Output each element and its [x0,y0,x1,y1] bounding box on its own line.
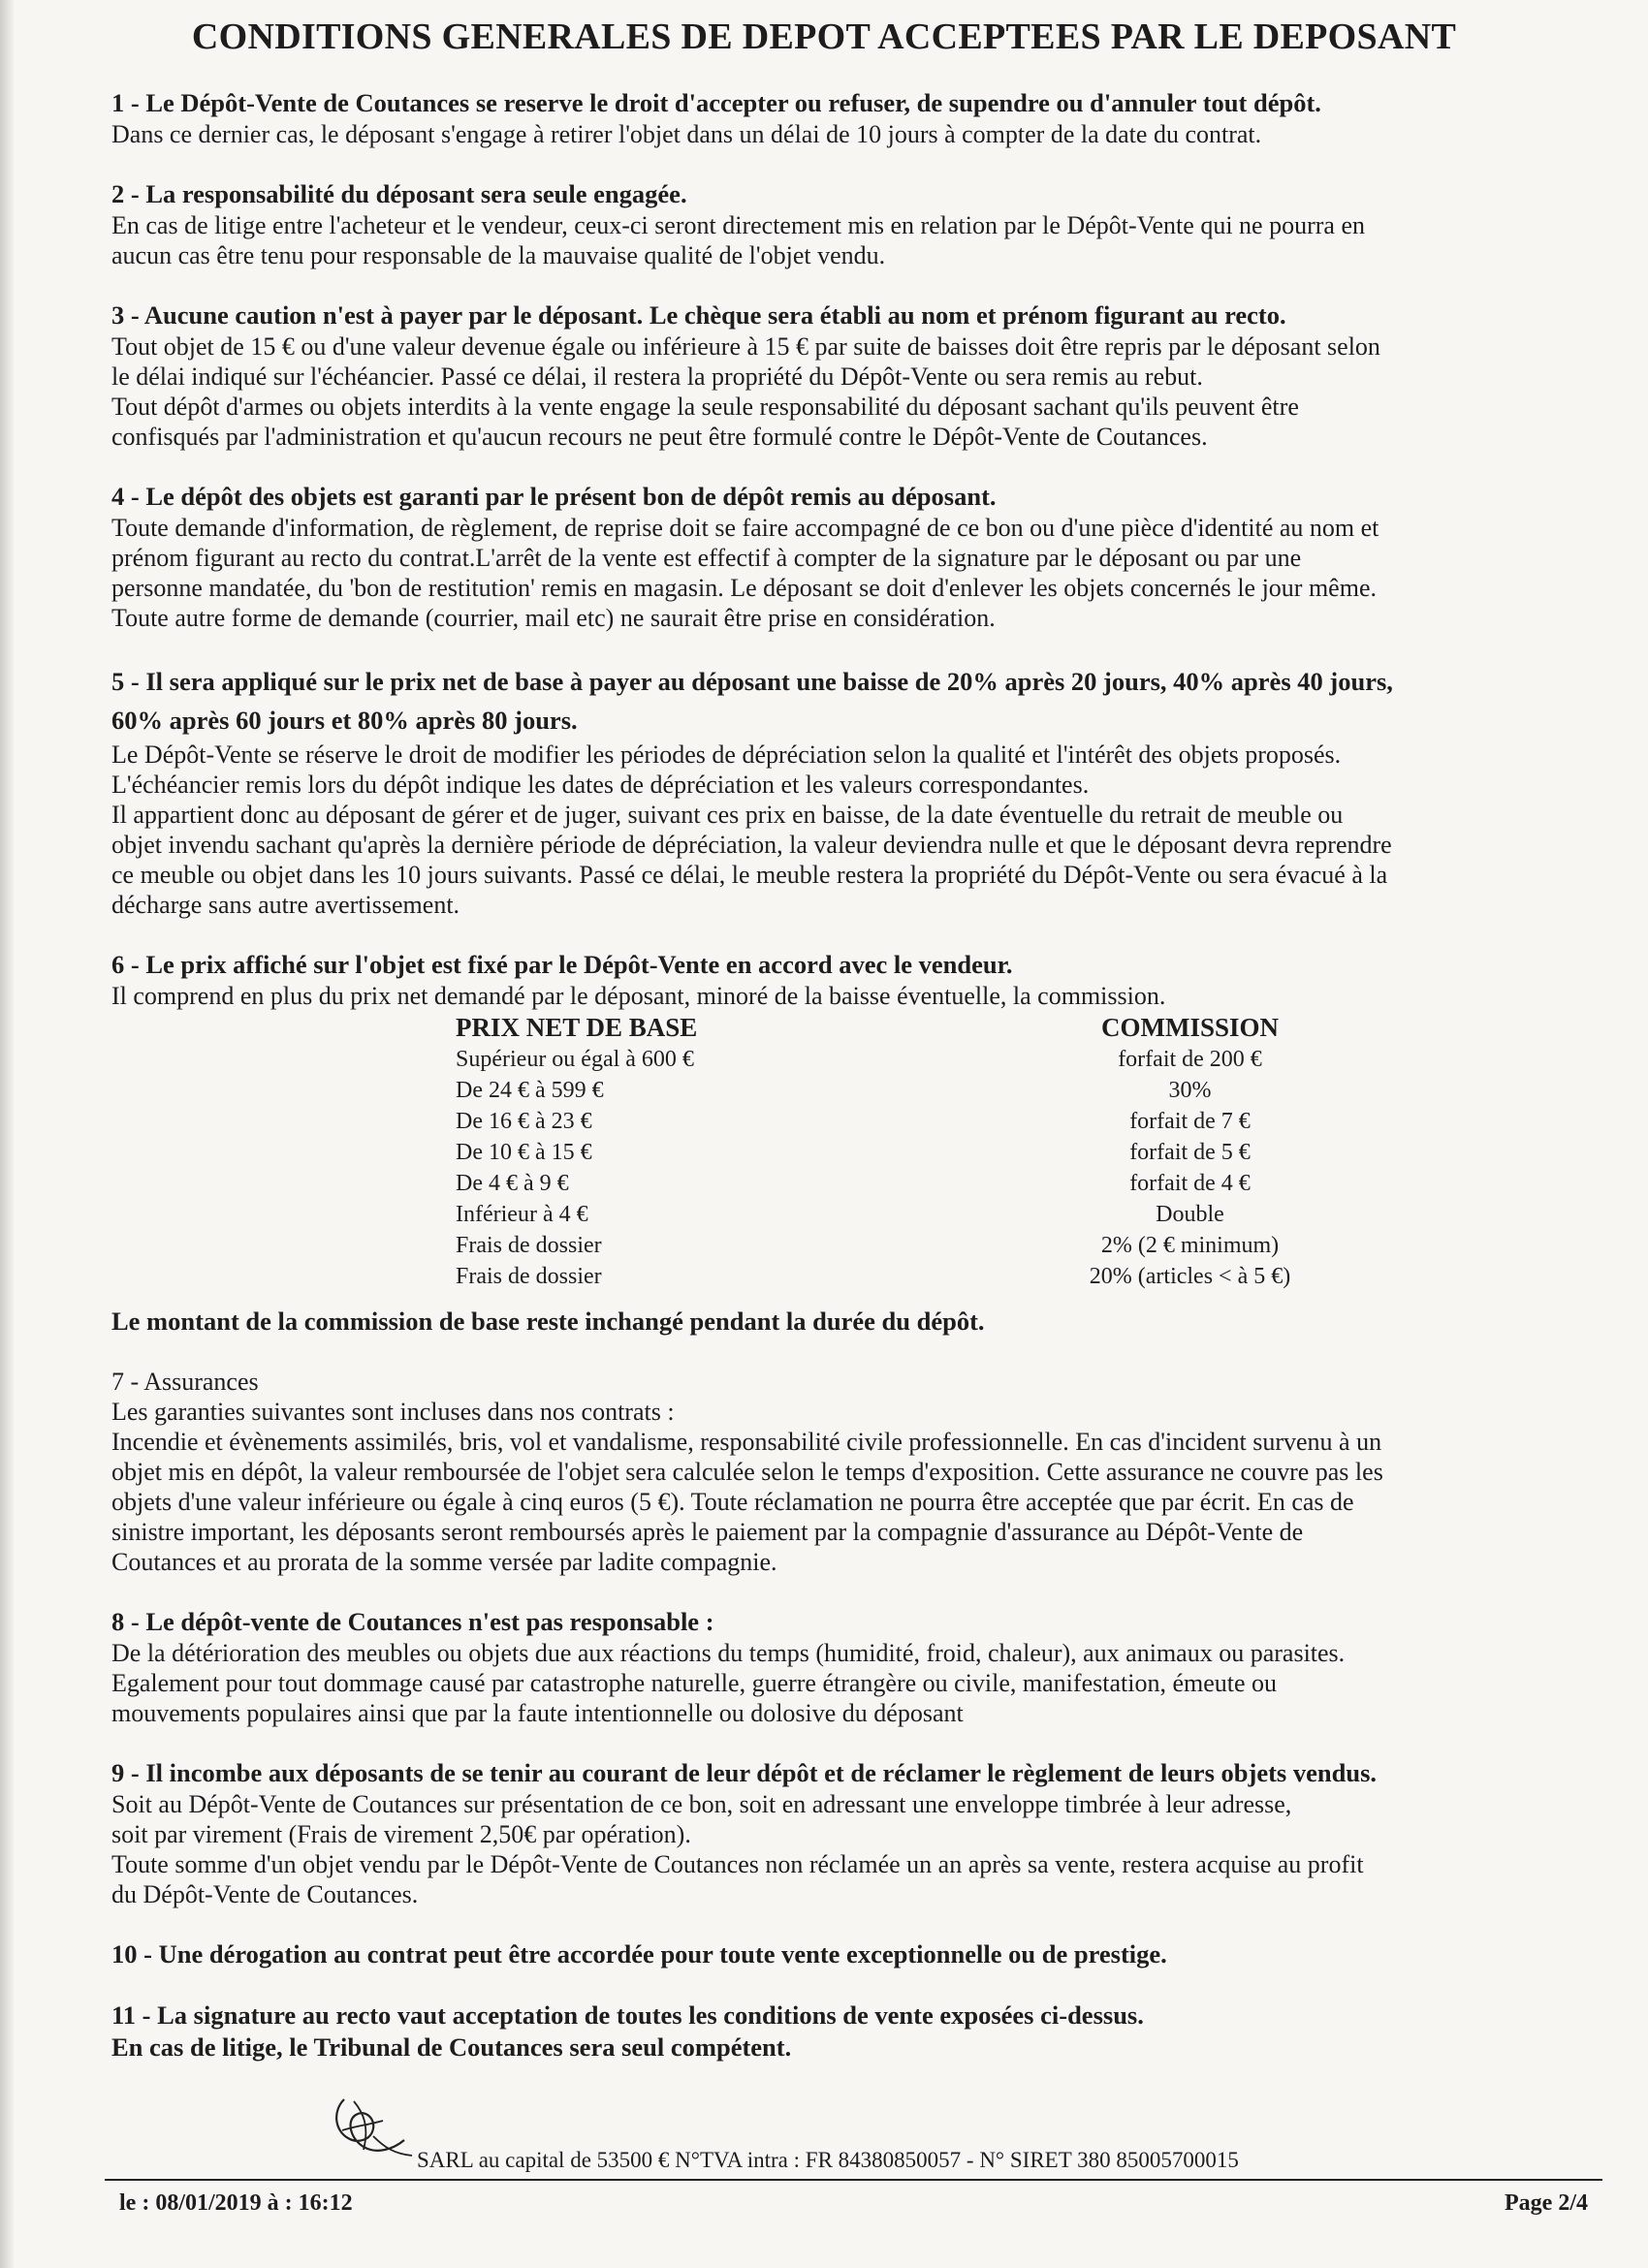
commission-cell: 2% (2 € minimum) [1100,1233,1280,1258]
section-9-heading: 9 - Il incombe aux déposants de se tenir au courant de leur dépôt et de réclamer le règlement de leurs objets vendus. [111,1758,1378,1787]
section-9-line: Soit au Dépôt-Vente de Coutances sur présentation de ce bon, soit en adressant une enveloppe timbrée à leur adresse, [111,1790,1292,1818]
section-3 [111,299,1619,452]
commission-cell: forfait de 4 € [1129,1171,1251,1196]
table-row [456,1106,1381,1137]
section-9-line: Toute somme d'un objet vendu par le Dépôt-Vente de Coutances non réclamée un an après sa vente, restera acquise au profit [111,1850,1364,1878]
commission-cell: forfait de 7 € [1129,1109,1251,1134]
price-range-cell: De 10 € à 15 € [456,1140,592,1165]
section-5 [111,662,1619,920]
section-6-line: Il comprend en plus du prix net demandé par le déposant, minoré de la baisse éventuelle, la commission. [111,982,1166,1010]
commission-cell: 30% [1168,1078,1212,1103]
table-row [456,1075,1381,1106]
table-row [456,1044,1381,1075]
col-prix-net-header: PRIX NET DE BASE [456,1013,698,1042]
section-5-line: ce meuble ou objet dans les 10 jours suivants. Passé ce délai, le meuble restera la propriété du Dépôt-Vente ou sera évacué à la [111,861,1388,889]
price-range-cell: Inférieur à 4 € [456,1202,588,1227]
section-2-line: En cas de litige entre l'acheteur et le vendeur, ceux-ci seront directement mis en relation par le Dépôt-Vente qui ne pourra en [111,211,1365,239]
table-row [456,1168,1381,1199]
commission-note: Le montant de la commission de base reste inchangé pendant la durée du dépôt. [111,1307,985,1336]
section-5-heading: 5 - Il sera appliqué sur le prix net de base à payer au déposant une baisse de 20% après 20 jours, 40% après 40 jours, [111,667,1393,696]
section-9-line: soit par virement (Frais de virement 2,50€ par opération). [111,1820,691,1848]
section-7-line: objets d'une valeur inférieure ou égale à cinq euros (5 €). Toute réclamation ne pourra être acceptée que par écrit. En cas de [111,1488,1354,1516]
section-3-line: Tout dépôt d'armes ou objets interdits à la vente engage la seule responsabilité du déposant sachant qu'ils peuvent être [111,393,1299,421]
commission-cell: Double [1156,1202,1224,1227]
section-6-heading: 6 - Le prix affiché sur l'objet est fixé par le Dépôt-Vente en accord avec le vendeur. [111,950,1013,979]
section-8 [111,1606,1619,1728]
section-5-line: décharge sans autre avertissement. [111,891,460,919]
section-2-heading: 2 - La responsabilité du déposant sera seule engagée. [111,179,687,208]
section-6 [111,949,1619,1338]
price-range-cell: De 16 € à 23 € [456,1109,592,1134]
section-7-line: Coutances et au prorata de la somme versée par ladite compagnie. [111,1548,777,1576]
section-7-line: Incendie et évènements assimilés, bris, vol et vandalisme, responsabilité civile professionnelle. En cas d'incident survenu à un [111,1428,1382,1456]
section-3-line: le délai indiqué sur l'échéancier. Passé ce délai, il restera la propriété du Dépôt-Vente ou sera remis au rebut. [111,362,1203,391]
price-range-cell: Supérieur ou égal à 600 € [456,1047,694,1072]
section-2-line: aucun cas être tenu pour responsable de la mauvaise qualité de l'objet vendu. [111,241,886,269]
section-4-heading: 4 - Le dépôt des objets est garanti par le présent bon de dépôt remis au déposant. [111,482,997,511]
section-1-heading: 1 - Le Dépôt-Vente de Coutances se reserve le droit d'accepter ou refuser, de supendre ou d'annuler tout dépôt. [111,88,1321,117]
price-range-cell: De 24 € à 599 € [456,1078,604,1103]
section-5-line: Il appartient donc au déposant de gérer et de juger, suivant ces prix en baisse, de la date éventuelle du retrait de meuble ou [111,801,1344,829]
table-row [456,1230,1381,1261]
section-7-line: sinistre important, les déposants seront remboursés après le paiement par la compagnie d'assurance au Dépôt-Vente de [111,1518,1304,1546]
section-5-line: Le Dépôt-Vente se réserve le droit de modifier les périodes de dépréciation selon la qualité et l'intérêt des objets proposés. [111,740,1342,769]
section-7-heading: 7 - Assurances [111,1368,259,1396]
section-9-line: du Dépôt-Vente de Coutances. [111,1880,419,1908]
section-8-line: mouvements populaires ainsi que par la faute intentionnelle ou dolosive du déposant [111,1699,964,1727]
section-3-line: Tout objet de 15 € ou d'une valeur devenue égale ou inférieure à 15 € par suite de baisses doit être repris par le déposant selon [111,332,1380,361]
conditions-body [111,87,1619,2093]
section-7-line: Les garanties suivantes sont incluses dans nos contrats : [111,1398,675,1426]
section-4-line: prénom figurant au recto du contrat.L'arrêt de la vente est effectif à compter de la signature par le déposant ou par une [111,544,1302,572]
section-4-line: Toute autre forme de demande (courrier, mail etc) ne saurait être prise en considération. [111,604,996,632]
section-4-line: Toute demande d'information, de règlement, de reprise doit se faire accompagné de ce bon ou d'une pièce d'identité au nom et [111,514,1379,542]
table-row [456,1137,1381,1168]
section-4 [111,481,1619,633]
section-7-line: objet mis en dépôt, la valeur remboursée de l'objet sera calculée selon le temps d'exposition. Cette assurance ne couvre pas les [111,1458,1383,1486]
commission-table-header [456,1011,1381,1044]
section-8-line: De la détérioration des meubles ou objets due aux réactions du temps (humidité, froid, chaleur), aux animaux ou parasites. [111,1639,1346,1667]
section-5-line: L'échéancier remis lors du dépôt indique les dates de dépréciation et les valeurs correspondantes. [111,771,1090,799]
section-4-line: personne mandatée, du 'bon de restitution' remis en magasin. Le déposant se doit d'enlever les objets concernés le jour même. [111,574,1377,602]
table-row [456,1199,1381,1230]
section-7 [111,1367,1619,1577]
section-5-heading: 60% après 60 jours et 80% après 80 jours. [111,706,578,735]
section-8-heading: 8 - Le dépôt-vente de Coutances n'est pas responsable : [111,1607,714,1636]
document-title: CONDITIONS GENERALES DE DEPOT ACCEPTEES PAR LE DEPOSANT [191,16,1457,57]
section-3-heading: 3 - Aucune caution n'est à payer par le déposant. Le chèque sera établi au nom et prénom figurant au recto. [111,300,1286,330]
signature-mark [315,2092,422,2164]
section-3-line: confisqués par l'administration et qu'aucun recours ne peut être formulé contre le Dépôt-Vente de Coutances. [111,423,1208,451]
section-11-jurisdiction: En cas de litige, le Tribunal de Coutances sera seul compétent. [111,2032,792,2062]
section-11 [111,2000,1619,2063]
company-registration: SARL au capital de 53500 € N°TVA intra : FR 84380850057 - N° SIRET 380 85005700015 [417,2148,1239,2172]
section-2 [111,178,1619,270]
page-number: Page 2/4 [1505,2190,1588,2216]
section-8-line: Egalement pour tout dommage causé par catastrophe naturelle, guerre étrangère ou civile, manifestation, émeute ou [111,1669,1278,1697]
section-10 [111,1938,1619,1970]
col-commission-header: COMMISSION [1100,1013,1279,1042]
table-row [456,1261,1381,1292]
section-10-heading: 10 - Une dérogation au contrat peut être accordée pour toute vente exceptionnelle ou de prestige. [111,1939,1167,1969]
price-range-cell: Frais de dossier [456,1264,602,1289]
print-date: le : 08/01/2019 à : 16:12 [119,2190,353,2216]
price-range-cell: Frais de dossier [456,1233,602,1258]
section-11-heading: 11 - La signature au recto vaut acceptation de toutes les conditions de vente exposées ci-dessus. [111,2000,1144,2030]
scan-edge [0,0,14,2268]
section-9 [111,1757,1619,1909]
commission-cell: 20% (articles < à 5 €) [1089,1264,1291,1289]
commission-cell: forfait de 200 € [1118,1047,1262,1072]
commission-table [456,1011,1381,1292]
price-range-cell: De 4 € à 9 € [456,1171,569,1196]
section-1-line: Dans ce dernier cas, le déposant s'engage à retirer l'objet dans un délai de 10 jours à compter de la date du contrat. [111,120,1262,148]
footer-divider [105,2179,1602,2181]
section-1 [111,87,1619,149]
commission-cell: forfait de 5 € [1129,1140,1251,1165]
section-5-line: objet invendu sachant qu'après la dernière période de dépréciation, la valeur deviendra nulle et que le déposant devra reprendre [111,831,1392,859]
